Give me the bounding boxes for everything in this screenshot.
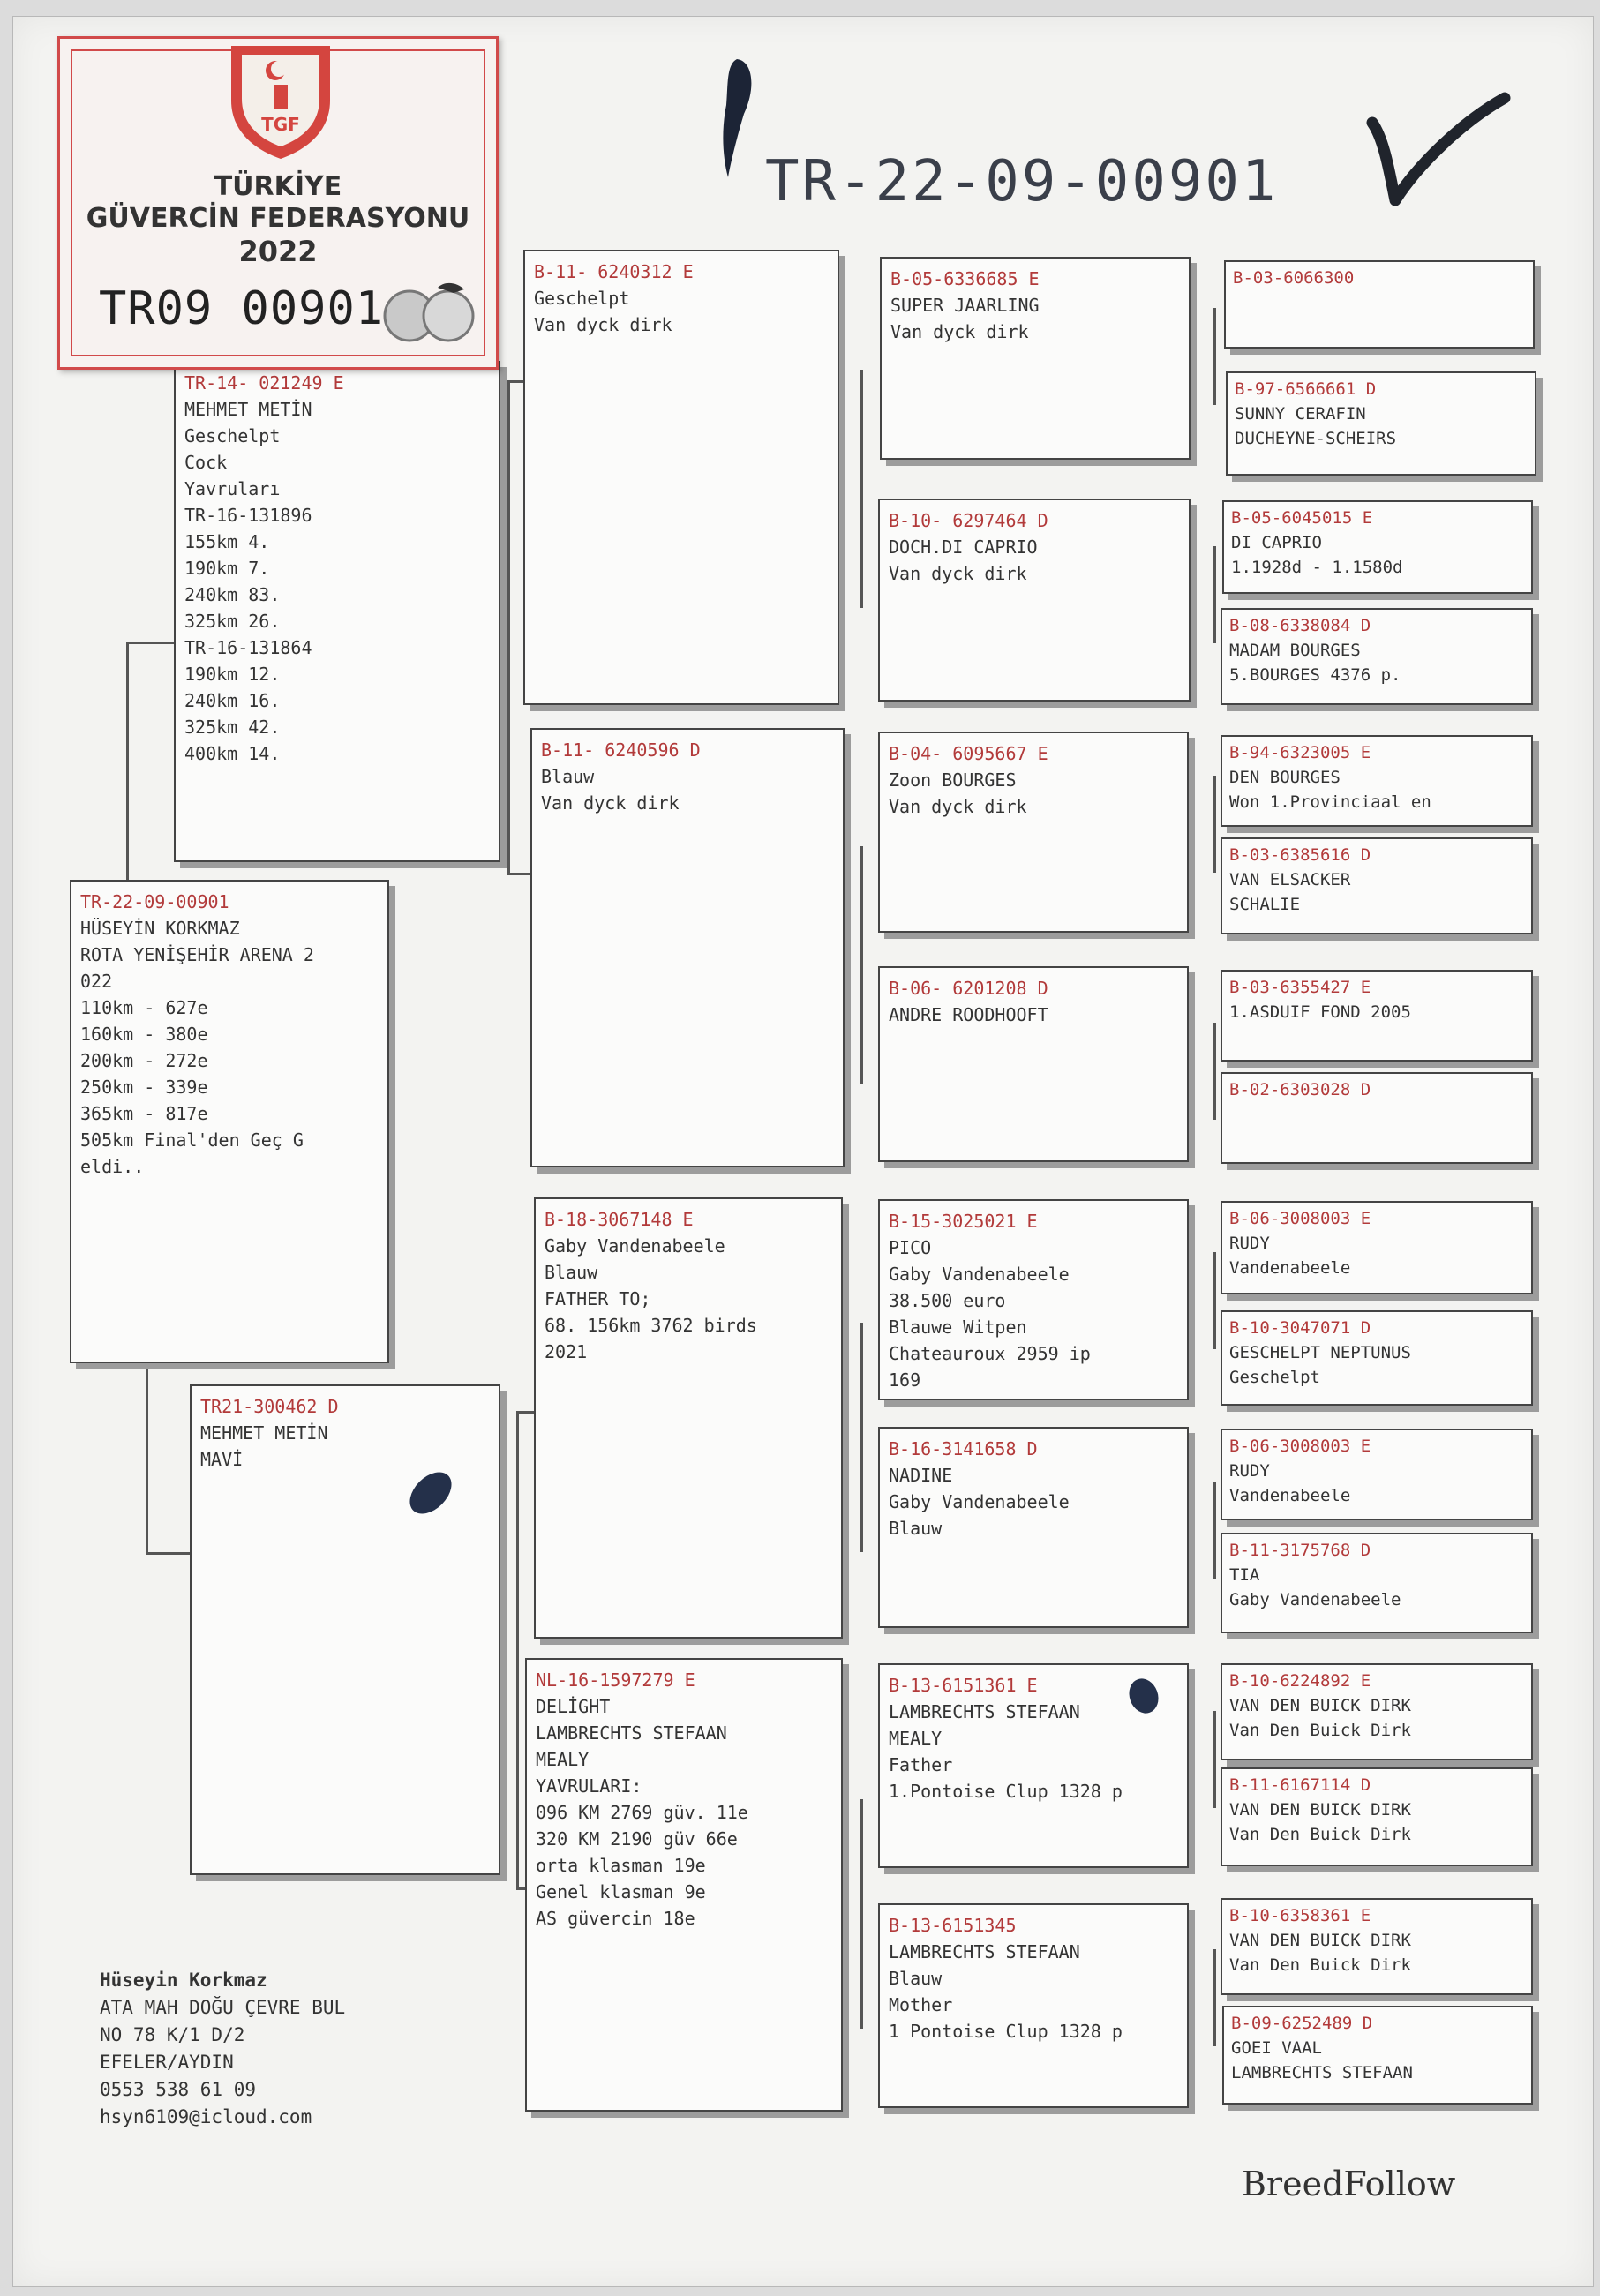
info-line: Blauw (889, 1968, 943, 1989)
pedigree-gen5-13 (1221, 1663, 1533, 1760)
info-line: GESCHELPT NEPTUNUS (1229, 1343, 1411, 1362)
pedigree-gen4-1 (880, 257, 1191, 460)
info-line: Van dyck dirk (534, 314, 672, 335)
info-line: Mother (889, 1994, 953, 2015)
info-line: Blauw (889, 1518, 943, 1539)
info-line: VAN DEN BUICK DIRK (1229, 1931, 1411, 1950)
ring-number: B-11-3175768 D (1229, 1541, 1371, 1560)
ring-number: B-06-3008003 E (1229, 1437, 1371, 1456)
ring-number: B-08-6338084 D (1229, 616, 1371, 635)
info-line: Gaby Vandenabeele (545, 1235, 725, 1257)
info-line: ANDRE ROODHOOFT (889, 1004, 1048, 1025)
pedigree-subject (70, 880, 389, 1363)
info-line: NADINE (889, 1465, 953, 1486)
ring-number: B-13-6151361 E (889, 1675, 1038, 1696)
info-line: 38.500 euro (889, 1290, 1006, 1311)
owner-name: Hüseyin Korkmaz (100, 1970, 267, 1991)
ring-number: B-02-6303028 D (1229, 1080, 1371, 1099)
info-line: Van Den Buick Dirk (1229, 1721, 1411, 1740)
info-line: TIA (1229, 1565, 1260, 1585)
pedigree-gen5-16 (1222, 2006, 1533, 2105)
pedigree-gen5-14 (1221, 1767, 1533, 1866)
connector (1213, 546, 1216, 643)
owner-address-line: EFELER/AYDIN (100, 2052, 234, 2073)
info-line: Gaby Vandenabeele (889, 1491, 1070, 1512)
info-line: 68. 156km 3762 birds (545, 1315, 757, 1336)
info-line: 160km - 380e (80, 1024, 208, 1045)
connector (507, 380, 510, 874)
info-line: 2021 (545, 1341, 588, 1362)
ring-number: B-94-6323005 E (1229, 743, 1371, 762)
info-line: LAMBRECHTS STEFAAN (889, 1941, 1080, 1962)
info-line: DELİGHT (536, 1696, 611, 1717)
info-line: Blauwe Witpen (889, 1317, 1027, 1338)
connector (126, 642, 177, 644)
info-line: 110km - 627e (80, 997, 208, 1018)
stamp-year: 2022 (238, 235, 318, 268)
info-line: Vandenabeele (1229, 1258, 1351, 1278)
pedigree-gen3-3 (534, 1197, 843, 1639)
info-line: MEHMET METİN (184, 399, 312, 420)
info-line: ROTA YENİŞEHİR ARENA 2 (80, 944, 314, 965)
info-line: 190km 12. (184, 664, 281, 685)
info-line: DUCHEYNE-SCHEIRS (1235, 429, 1397, 448)
ring-number: B-13-6151345 (889, 1915, 1017, 1936)
connector (126, 642, 129, 897)
info-line: MADAM BOURGES (1229, 641, 1361, 660)
info-line: orta klasman 19e (536, 1855, 706, 1876)
stamp-ring-number: TR09 00901 (99, 282, 385, 335)
connector (1213, 1949, 1216, 2046)
info-line: RUDY (1229, 1234, 1270, 1253)
ring-number: B-06-3008003 E (1229, 1209, 1371, 1228)
info-line: VAN ELSACKER (1229, 870, 1351, 889)
pedigree-dam (190, 1384, 500, 1875)
info-line: DOCH.DI CAPRIO (889, 536, 1038, 558)
pedigree-gen5-8 (1221, 1072, 1533, 1164)
info-line: 1 Pontoise Clup 1328 p (889, 2021, 1123, 2042)
stamp-line1: TÜRKİYE (214, 171, 342, 202)
info-line: DEN BOURGES (1229, 768, 1341, 787)
pedigree-gen4-6 (878, 1427, 1189, 1628)
connector (1213, 776, 1216, 873)
info-line: 250km - 339e (80, 1077, 208, 1098)
stamp-logo-text: TGF (261, 114, 300, 135)
info-line: Van dyck dirk (889, 563, 1027, 584)
info-line: SCHALIE (1229, 895, 1301, 914)
pedigree-gen5-11 (1221, 1429, 1533, 1520)
info-line: Zoon BOURGES (889, 769, 1017, 791)
pedigree-gen5-9 (1221, 1201, 1533, 1294)
info-line: Van Den Buick Dirk (1229, 1955, 1411, 1975)
ring-number: B-10-3047071 D (1229, 1318, 1371, 1338)
connector (1213, 308, 1216, 405)
info-line: MEHMET METİN (200, 1422, 328, 1444)
info-line: Geschelpt (184, 425, 281, 446)
ring-number: B-09-6252489 D (1231, 2014, 1373, 2033)
info-line: 022 (80, 971, 113, 992)
info-line: LAMBRECHTS STEFAAN (536, 1722, 727, 1744)
ring-number: B-10-6358361 E (1229, 1906, 1371, 1925)
info-line: Van dyck dirk (889, 796, 1027, 817)
ring-number: B-18-3067148 E (545, 1209, 694, 1230)
pedigree-gen4-2 (878, 499, 1191, 702)
pedigree-gen5-3 (1222, 500, 1533, 594)
info-line: Geschelpt (1229, 1368, 1320, 1387)
ring-number: NL-16-1597279 E (536, 1669, 695, 1691)
pedigree-gen3-4 (525, 1658, 843, 2112)
info-line: 505km Final'den Geç G (80, 1129, 304, 1151)
info-line: MEALY (536, 1749, 590, 1770)
info-line: Gaby Vandenabeele (889, 1264, 1070, 1285)
info-line: 400km 14. (184, 743, 281, 764)
owner-address-line: ATA MAH DOĞU ÇEVRE BUL (100, 1997, 346, 2018)
pedigree-gen4-4 (878, 966, 1189, 1162)
pedigree-gen5-2 (1226, 371, 1536, 476)
owner-info (100, 1967, 345, 2131)
info-line: VAN DEN BUICK DIRK (1229, 1800, 1411, 1820)
info-line: 325km 26. (184, 611, 281, 632)
checkmark-icon (1363, 87, 1514, 220)
ring-number: B-04- 6095667 E (889, 743, 1048, 764)
info-line: 240km 16. (184, 690, 281, 711)
ink-blot-icon (1122, 1674, 1166, 1718)
info-line: Gaby Vandenabeele (1229, 1590, 1401, 1609)
info-line: Van Den Buick Dirk (1229, 1825, 1411, 1844)
info-line: Won 1.Provinciaal en (1229, 792, 1431, 812)
info-line: 1.Pontoise Clup 1328 p (889, 1781, 1123, 1802)
info-line: DI CAPRIO (1231, 533, 1322, 552)
brand-logo: BreedFollow (1242, 2165, 1456, 2203)
info-line: RUDY (1229, 1461, 1270, 1481)
pedigree-gen5-7 (1221, 970, 1533, 1062)
stamp-line2: GÜVERCİN FEDERASYONU (86, 203, 470, 234)
federation-stamp (57, 36, 499, 370)
info-line: MEALY (889, 1728, 943, 1749)
ring-number: B-11-6167114 D (1229, 1775, 1371, 1795)
info-line: Father (889, 1754, 953, 1775)
connector (1213, 1252, 1216, 1349)
info-line: PICO (889, 1237, 932, 1258)
ring-number: B-06- 6201208 D (889, 978, 1048, 999)
pedigree-gen4-3 (878, 732, 1189, 933)
info-line: 5.BOURGES 4376 p. (1229, 665, 1401, 685)
info-line: eldi.. (80, 1156, 145, 1177)
info-line: 200km - 272e (80, 1050, 208, 1071)
info-line: HÜSEYİN KORKMAZ (80, 918, 240, 939)
ring-number: B-03-6355427 E (1229, 978, 1371, 997)
ring-number: B-11- 6240312 E (534, 261, 694, 282)
info-line: Geschelpt (534, 288, 630, 309)
info-line: SUPER JAARLING (890, 295, 1040, 316)
info-line: Vandenabeele (1229, 1486, 1351, 1505)
connector (860, 370, 863, 608)
owner-address-line: NO 78 K/1 D/2 (100, 2024, 245, 2045)
pedigree-gen3-2 (530, 728, 845, 1167)
info-line: Cock (184, 452, 228, 473)
ring-number: B-03-6385616 D (1229, 845, 1371, 865)
info-line: MAVİ (200, 1449, 244, 1470)
owner-phone: 0553 538 61 09 (100, 2079, 257, 2100)
info-line: Van dyck dirk (890, 321, 1029, 342)
main-ring-number: TR-22-09-00901 (765, 149, 1279, 214)
pedigree-gen5-4 (1221, 608, 1533, 705)
pedigree-gen3-1 (523, 250, 839, 705)
ring-number: B-11- 6240596 D (541, 739, 701, 761)
info-line: 365km - 817e (80, 1103, 208, 1124)
info-line: TR-16-131864 (184, 637, 312, 658)
pedigree-gen5-1 (1224, 260, 1535, 349)
pedigree-sheet (12, 16, 1594, 2287)
federation-shield-icon (224, 39, 337, 162)
info-line: 1.1928d - 1.1580d (1231, 558, 1403, 577)
connector (860, 846, 863, 1084)
pedigree-gen5-10 (1221, 1310, 1533, 1406)
info-line: LAMBRECHTS STEFAAN (889, 1701, 1080, 1722)
info-line: 240km 83. (184, 584, 281, 605)
info-line: Yavruları (184, 478, 281, 499)
pedigree-gen4-8 (878, 1903, 1189, 2108)
pedigree-gen5-6 (1221, 837, 1533, 934)
pedigree-gen4-5 (878, 1199, 1189, 1400)
pen-mark-icon (702, 52, 772, 184)
info-line: Genel klasman 9e (536, 1881, 706, 1902)
info-line: Van dyck dirk (541, 792, 680, 814)
ring-number: TR21-300462 D (200, 1396, 339, 1417)
info-line: 320 KM 2190 güv 66e (536, 1828, 738, 1850)
ink-blot-icon (402, 1464, 460, 1522)
hologram-seal-icon (383, 277, 478, 349)
info-line: GOEI VAAL (1231, 2038, 1322, 2058)
connector (1213, 1023, 1216, 1120)
ring-number: B-10- 6297464 D (889, 510, 1048, 531)
info-line: Blauw (545, 1262, 598, 1283)
ring-number: B-05-6045015 E (1231, 508, 1373, 528)
info-line: Chateauroux 2959 ip (889, 1343, 1091, 1364)
connector (1213, 1711, 1216, 1808)
info-line: YAVRULARI: (536, 1775, 642, 1797)
pedigree-sire (174, 361, 500, 862)
pedigree-gen5-15 (1221, 1898, 1533, 1995)
ring-number: B-97-6566661 D (1235, 379, 1377, 399)
ring-number: B-16-3141658 D (889, 1438, 1038, 1459)
info-line: Blauw (541, 766, 595, 787)
info-line: AS güvercin 18e (536, 1908, 695, 1929)
info-line: FATHER TO; (545, 1288, 651, 1309)
connector (146, 1367, 148, 1552)
info-line: VAN DEN BUICK DIRK (1229, 1696, 1411, 1715)
info-line: TR-16-131896 (184, 505, 312, 526)
info-line: 190km 7. (184, 558, 270, 579)
pedigree-gen5-5 (1221, 735, 1533, 827)
connector (516, 1411, 519, 1887)
owner-email: hsyn6109@icloud.com (100, 2106, 312, 2127)
pedigree-gen5-12 (1221, 1533, 1533, 1633)
info-line: 169 (889, 1369, 921, 1391)
connector (1213, 1482, 1216, 1579)
info-line: LAMBRECHTS STEFAAN (1231, 2063, 1413, 2082)
info-line: SUNNY CERAFIN (1235, 404, 1366, 424)
info-line: 1.ASDUIF FOND 2005 (1229, 1002, 1411, 1022)
info-line: 325km 42. (184, 717, 281, 738)
connector (860, 1323, 863, 1552)
ring-number: B-05-6336685 E (890, 268, 1040, 289)
ring-number: TR-14- 021249 E (184, 372, 344, 394)
connector (860, 1799, 863, 2029)
info-line: 155km 4. (184, 531, 270, 552)
info-line: 096 KM 2769 güv. 11e (536, 1802, 748, 1823)
ring-number: B-10-6224892 E (1229, 1671, 1371, 1691)
ring-number: TR-22-09-00901 (80, 891, 229, 912)
ring-number: B-03-6066300 (1233, 268, 1355, 288)
ring-number: B-15-3025021 E (889, 1211, 1038, 1232)
